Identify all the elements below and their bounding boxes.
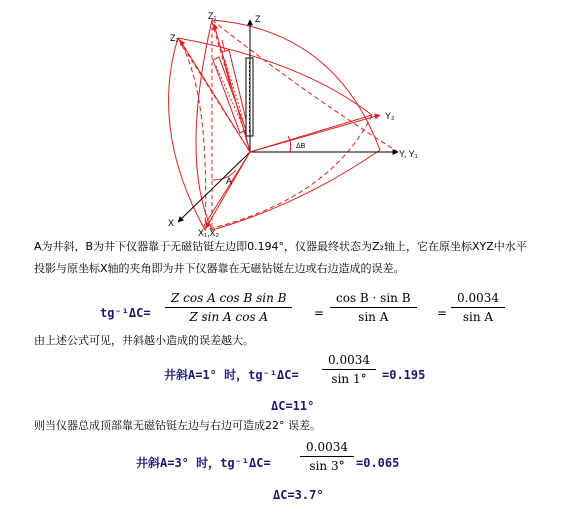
formula-1-fraction-1-denominator: Z sin A cos A [189,310,269,324]
formula-1-fraction-1 [165,291,292,324]
red-axes [180,24,380,228]
paragraph-2: 由上述公式可见，井斜越小造成的误差越大。 [34,334,254,347]
angle-a-label: A [226,176,233,186]
formula-2-result: =0.195 [382,368,426,382]
formula-2-answer: ΔC=11° [271,399,315,413]
axes [178,20,398,222]
formula-1-fraction-3-numerator: 0.0034 [451,291,505,308]
formula-3-denominator: sin 3° [309,459,345,473]
x-axis-label: X [168,218,175,228]
formula-1-equals-3: = [437,306,448,320]
paragraph-1-line-1: A为井斜，B为井下仪器靠于无磁钻铤左边即0.194°，仪器最终状态为Z₂轴上，它在原坐标XYZ中水平 [34,240,527,253]
formula-3-lhs: 井斜A=3° 时，tg⁻¹ΔC= [136,456,271,470]
formula-3-fraction [300,440,354,473]
formula-3-result: =0.065 [356,456,400,470]
coordinate-diagram [0,0,583,240]
z-axis-label: Z [255,14,261,24]
y-y1-axis-label: Y, Y₁ [399,149,418,159]
formula-1-equals-2: = [314,306,325,320]
formula-1-fraction-2-denominator: sin A [358,310,389,324]
formula-1-fraction-2-numerator: cos B · sin B [330,291,417,308]
formula-1-fraction-1-numerator: Z cos A cos B sin B [165,291,292,308]
formula-2-fraction [322,353,376,386]
formula-2-lhs: 井斜A=1° 时，tg⁻¹ΔC= [164,368,299,382]
formula-1-lhs: tg⁻¹ΔC= [100,306,151,320]
y2-axis-label: Y₂ [385,111,395,121]
formula-3-numerator: 0.0034 [300,440,354,457]
formula-1-fraction-3 [451,291,505,324]
z1-axis-label: Z₁ [208,11,217,21]
paragraph-3: 则当仪器总成顶部靠无磁钻铤左边与右边可造成22° 误差。 [34,419,321,432]
paragraph-1-line-2: 投影与原坐标X轴的夹角即为井下仪器靠在无磁钻铤左边或右边造成的误差。 [34,262,405,275]
formula-2-numerator: 0.0034 [322,353,376,370]
formula-2-denominator: sin 1° [331,372,367,386]
z2-axis-label: Z₂ [170,33,179,43]
x1-x2-axis-label: X₁,X₂ [198,228,220,238]
formula-3-answer: ΔC=3.7° [273,488,324,502]
formula-1-fraction-3-denominator: sin A [462,310,494,324]
formula-1-fraction-2 [330,291,417,324]
red-arcs [169,20,398,230]
angle-b-label: ΔB [296,143,306,150]
